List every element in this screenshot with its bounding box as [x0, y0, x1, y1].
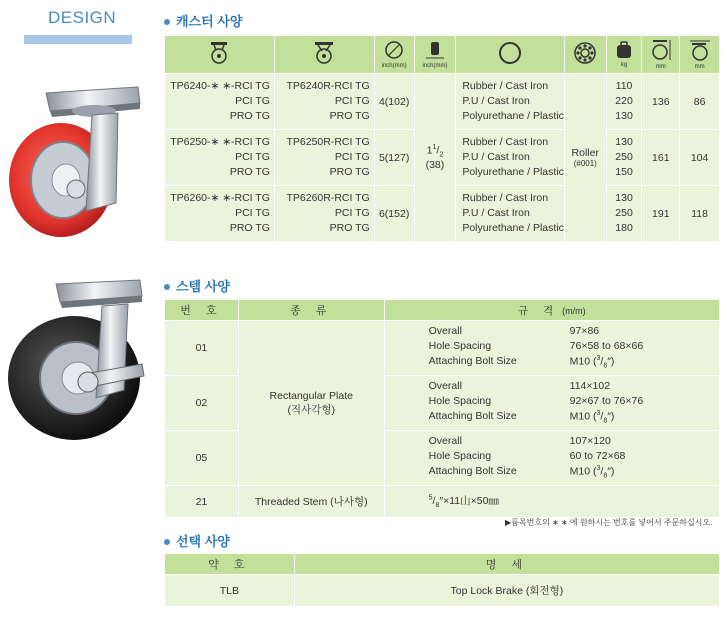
- diameter-header: inch(mm): [374, 36, 414, 74]
- bearing-header: [564, 36, 606, 74]
- height-value: 191: [642, 186, 680, 242]
- caster-spec-table: [164, 35, 720, 242]
- stem-header-row: [165, 300, 720, 321]
- design-underline: [24, 35, 132, 44]
- offset-value: 86: [680, 74, 720, 130]
- stem-no: 02: [165, 376, 239, 431]
- stem-row: [165, 321, 720, 376]
- diameter-value: 5(127): [374, 130, 414, 186]
- stem-spec: Overall 97×86 Hole Spacing 76×58 to 68×66 Attaching Bolt Size M10 $(^3/_8'')$: [384, 321, 719, 376]
- offset-value: 118: [680, 186, 720, 242]
- stem-no: 05: [165, 431, 239, 486]
- stem-spec-heading: 스템 사양: [164, 276, 230, 295]
- swivel-models: TP6250-∗ ∗-RCI TG PCI TG PRO TG: [165, 130, 275, 186]
- code-header: 약 호: [165, 554, 295, 575]
- tread-material-header: [456, 36, 565, 74]
- stem-spec: Overall 114×102 Hole Spacing 92×67 to 76×76 Attaching Bolt Size M10 $(^3/_8'')$: [384, 376, 719, 431]
- weight-icon: [614, 41, 634, 59]
- threaded-stem-type: Threaded Stem (나사형): [238, 486, 384, 518]
- diameter-value: 6(152): [374, 186, 414, 242]
- height-value: 161: [642, 130, 680, 186]
- load-values: 130 250 180: [606, 186, 642, 242]
- wheel-diameter-icon: [384, 40, 404, 60]
- load-values: 110 220 130: [606, 74, 642, 130]
- stem-no: 21: [165, 486, 239, 518]
- caster-spec-heading: 캐스터 사양: [164, 11, 242, 30]
- swivel-models: TP6240-∗ ∗-RCI TG PCI TG PRO TG: [165, 74, 275, 130]
- order-note: ▶품목번호의 ∗ ∗ 에 원하시는 번호를 넣어서 주문하십시오.: [505, 518, 713, 527]
- stem-spec: Overall 107×120 Hole Spacing 60 to 72×68 Attaching Bolt Size M10 $(^3/_8'')$: [384, 431, 719, 486]
- stem-spec-table: [164, 299, 720, 518]
- option-name: Top Lock Brake (회전형): [294, 575, 719, 607]
- stem-row: [165, 486, 720, 518]
- bullet-icon: [164, 19, 170, 25]
- width-value: $1^1/_2$ (38): [414, 74, 456, 242]
- material-list: Rubber / Cast Iron P.U / Cast Iron Polyurethane / Plastic: [456, 130, 565, 186]
- material-list: Rubber / Cast Iron P.U / Cast Iron Polyurethane / Plastic: [456, 186, 565, 242]
- caster-group-row: [165, 74, 720, 130]
- swivel-offset-icon: [688, 39, 712, 61]
- caster-header-row: [165, 36, 720, 74]
- material-list: Rubber / Cast Iron P.U / Cast Iron Polyurethane / Plastic: [456, 74, 565, 130]
- option-header-row: [165, 554, 720, 575]
- option-spec-heading: 선택 사양: [164, 531, 230, 550]
- design-label: DESIGN: [48, 8, 117, 27]
- caster-height-icon: [649, 39, 673, 61]
- rect-plate-type: Rectangular Plate (직사각형): [238, 321, 384, 486]
- bearing-value: Roller (#001): [564, 74, 606, 242]
- no-header: 번 호: [165, 300, 239, 321]
- rigid-models: TP6240R-RCI TG PCI TG PRO TG: [274, 74, 374, 130]
- bullet-icon: [164, 284, 170, 290]
- option-row: [165, 575, 720, 607]
- swivel-models: TP6260-∗ ∗-RCI TG PCI TG PRO TG: [165, 186, 275, 242]
- type-header: 종 류: [238, 300, 384, 321]
- threaded-stem-spec: $^5/_8''\times 11$山×50㎜: [384, 486, 719, 518]
- width-header: inch(mm): [414, 36, 456, 74]
- tread-ring-icon: [498, 41, 522, 65]
- black-brake-caster-image: [6, 278, 146, 453]
- height-header: mm: [642, 36, 680, 74]
- offset-value: 104: [680, 130, 720, 186]
- spec-header: 규 격 (m/m): [384, 300, 719, 321]
- offset-header: mm: [680, 36, 720, 74]
- wheel-width-icon: [424, 40, 446, 60]
- name-header: 명 세: [294, 554, 719, 575]
- rigid-models: TP6250R-RCI TG PCI TG PRO TG: [274, 130, 374, 186]
- diameter-value: 4(102): [374, 74, 414, 130]
- roller-bearing-icon: [573, 41, 597, 65]
- swivel-caster-icon: [208, 41, 230, 65]
- option-code: TLB: [165, 575, 295, 607]
- height-value: 136: [642, 74, 680, 130]
- load-values: 130 250 150: [606, 130, 642, 186]
- rigid-caster-icon: [313, 41, 335, 65]
- rigid-caster-header: [274, 36, 374, 74]
- option-spec-table: [164, 553, 720, 607]
- bullet-icon: [164, 539, 170, 545]
- load-header: kg: [606, 36, 642, 74]
- rigid-models: TP6260R-RCI TG PCI TG PRO TG: [274, 186, 374, 242]
- red-swivel-caster-image: [6, 85, 141, 250]
- stem-no: 01: [165, 321, 239, 376]
- swivel-caster-header: [165, 36, 275, 74]
